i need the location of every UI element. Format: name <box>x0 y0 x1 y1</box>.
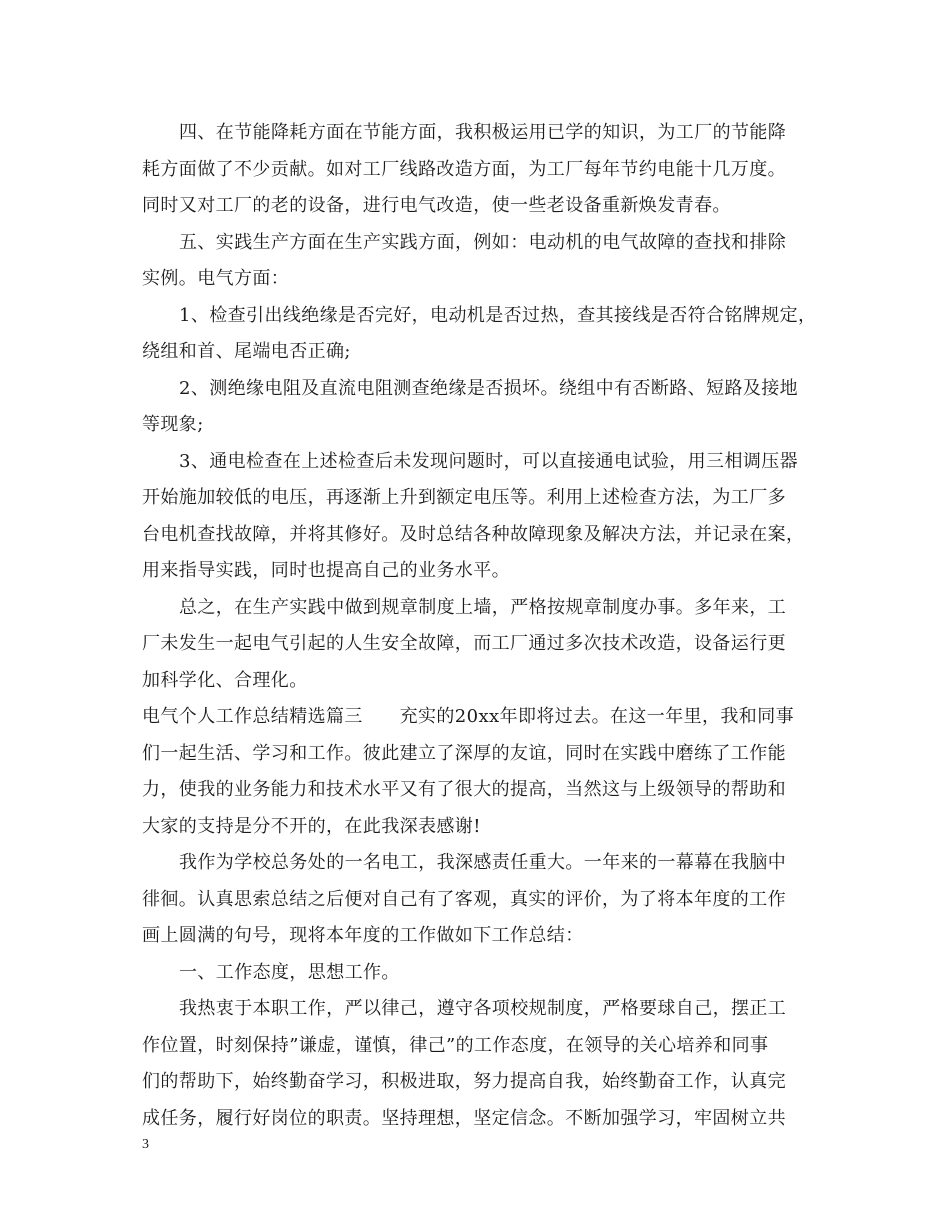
text-line: 成任务，履行好岗位的职责。坚持理想，坚定信念。不断加强学习，牢固树立共 <box>142 1108 786 1129</box>
text-line: 五、实践生产方面在生产实践方面，例如：电动机的电气故障的查找和排除 <box>179 232 787 253</box>
text-line: 1、检查引出线绝缘是否完好，电动机是否过热，查其接线是否符合铭牌规定， <box>179 305 817 326</box>
text-line: 画上圆满的句号，现将本年度的工作做如下工作总结： <box>142 925 584 946</box>
text-line: 四、在节能降耗方面在节能方面，我积极运用已学的知识，为工厂的节能降 <box>179 122 787 143</box>
text-line: 一、工作态度，思想工作。 <box>179 962 400 983</box>
text-line: 我热衷于本职工作，严以律己，遵守各项校规制度，严格要球自己，摆正工 <box>179 998 787 1019</box>
text-line: 实例。电气方面： <box>142 268 290 289</box>
text-line: 等现象; <box>142 414 204 435</box>
text-line: 用来指导实践，同时也提高自己的业务水平。 <box>142 560 510 581</box>
text-line: 厂未发生一起电气引起的人生安全故障，而工厂通过多次技术改造，设备运行更 <box>142 633 786 654</box>
text-line: 力，使我的业务能力和技术水平又有了很大的提高，当然这与上级领导的帮助和 <box>142 779 786 800</box>
text-line: 加科学化、合理化。 <box>142 670 308 691</box>
text-line: 台电机查找故障，并将其修好。及时总结各种故障现象及解决方法，并记录在案， <box>142 524 805 545</box>
text-line: 电气个人工作总结精选篇三 充实的20xx年即将过去。在这一年里，我和同事 <box>142 706 795 727</box>
text-line: 总之，在生产实践中做到规章制度上墙，严格按规章制度办事。多年来，工 <box>179 597 787 618</box>
page-number: 3 <box>142 1137 149 1152</box>
text-line: 绕组和首、尾端电否正确; <box>142 341 351 362</box>
text-line: 大家的支持是分不开的，在此我深表感谢! <box>142 816 481 837</box>
text-line: 3、通电检查在上述检查后未发现问题时，可以直接通电试验，用三相调压器 <box>179 451 799 472</box>
text-line: 们一起生活、学习和工作。彼此建立了深厚的友谊，同时在实践中磨练了工作能 <box>142 743 786 764</box>
text-line: 耗方面做了不少贡献。如对工厂线路改造方面，为工厂每年节约电能十几万度。 <box>142 159 786 180</box>
text-line: 2、测绝缘电阻及直流电阻测查绝缘是否损坏。绕组中有否断路、短路及接地 <box>179 378 799 399</box>
text-line: 徘徊。认真思索总结之后便对自己有了客观，真实的评价，为了将本年度的工作 <box>142 889 786 910</box>
text-line: 作位置，时刻保持”谦虚，谨慎，律己”的工作态度，在领导的关心培养和同事 <box>142 1035 769 1056</box>
text-line: 们的帮助下，始终勤奋学习，积极进取，努力提高自我，始终勤奋工作，认真完 <box>142 1071 786 1092</box>
text-line: 开始施加较低的电压，再逐渐上升到额定电压等。利用上述检查方法，为工厂多 <box>142 487 786 508</box>
text-line: 我作为学校总务处的一名电工，我深感责任重大。一年来的一幕幕在我脑中 <box>179 852 787 873</box>
text-line: 同时又对工厂的老的设备，进行电气改造，使一些老设备重新焕发青春。 <box>142 195 731 216</box>
